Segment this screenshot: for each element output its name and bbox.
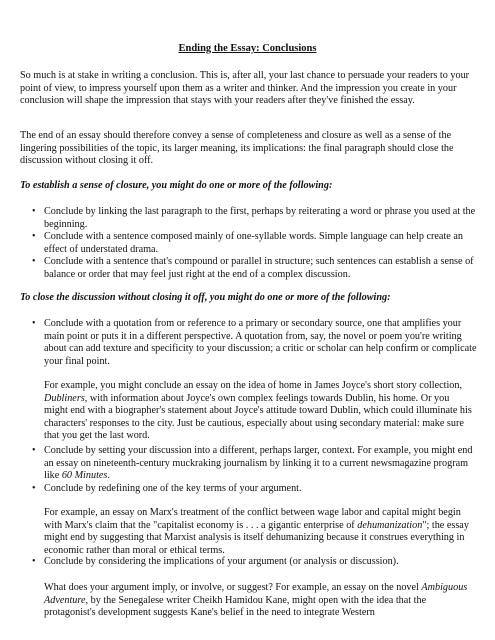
section-heading-open: To close the discussion without closing it off, you might do one or more of the following:: [20, 292, 391, 303]
list-item: [32, 483, 478, 496]
list-item: [32, 256, 478, 281]
list-item-text: Conclude with a sentence composed mainly of one-syllable words. Simple language can help create an effect of understated drama.: [44, 231, 463, 255]
bullet-icon: •: [32, 256, 36, 267]
bullet-icon: •: [32, 206, 36, 217]
text-run: What does your argument imply, or involve, or suggest? For example, an essay on the novel: [44, 582, 422, 593]
document-title: Ending the Essay: Conclusions: [178, 43, 317, 54]
list-item-text: Conclude by redefining one of the key terms of your argument.: [44, 483, 302, 494]
program-title: 60 Minutes: [61, 470, 108, 482]
bullet-icon: •: [32, 483, 36, 494]
list-item-text: Conclude with a quotation from or reference to a primary or secondary source, one that amplifies your main point or puts it in a different perspective. A quotation from, say, the novel or poem you're writing about can add texture and specificity to your discussion; a critic or scholar can help confirm or complicate your final point.: [44, 318, 477, 367]
key-term: dehumanization: [357, 519, 423, 531]
book-title: Ambiguous Adventure: [44, 582, 468, 606]
intro-paragraph-1: So much is at stake in writing a conclusion. This is, after all, your last chance to persuade your readers to your point of view, to impress yourself upon them as a writer and thinker. And the impression you create in your conclusion will shape the impression that stays with your readers after they've finished the essay.: [20, 70, 470, 107]
list-item-text: Conclude by linking the last paragraph to the first, perhaps by reiterating a word or phrase you used at the beginning.: [44, 206, 476, 230]
list-item: [32, 318, 478, 368]
example-paragraph-kane: [44, 582, 474, 620]
book-title: Dubliners: [44, 392, 85, 404]
bullet-icon: •: [32, 231, 36, 242]
text-run: "; the essay might end by suggesting that Marxist analysis is itself dehumanizing because it construes everything in economic rather than moral or ethical terms.: [44, 519, 469, 556]
section-heading-closure: To establish a sense of closure, you might do one or more of the following:: [20, 180, 333, 191]
text-run: Conclude by setting your discussion into a different, perhaps larger, context. For example, you might end an essay on nineteenth-century muckraking journalism by linking it to a current newsmagazine program like: [44, 445, 473, 482]
intro-paragraph-2: The end of an essay should therefore convey a sense of completeness and closure as well as a sense of the lingering possibilities of the topic, its larger meaning, its implications: the final paragraph should close the discussion without closing it off.: [20, 130, 454, 167]
list-item: [32, 231, 478, 256]
text-run: For example, an essay on Marx's treatment of the conflict between wage labor and capital might begin with Marx's claim that the "capitalist economy is . . . a gigantic enterprise of: [44, 507, 461, 531]
list-item-text: Conclude by considering the implications of your argument (or analysis or discussion).: [44, 556, 399, 567]
list-item: [32, 445, 478, 483]
bullet-icon: •: [32, 556, 36, 567]
bullet-icon: •: [32, 318, 36, 329]
text-run: , with information about Joyce's own complex feelings towards Dublin, his home. Or you might end with a biographer's statement about Joyce's attitude toward Dublin, which could illuminate his characters' responses to the city. Just be cautious, especially about using secondary material: make sure that you get the last word.: [44, 392, 472, 442]
bullet-icon: •: [32, 445, 36, 456]
example-paragraph-joyce: [44, 380, 474, 443]
text-run: For example, you might conclude an essay on the idea of home in James Joyce's short story collection,: [44, 380, 463, 391]
list-item: [32, 556, 478, 569]
text-run: , by the Senegalese writer Cheikh Hamidou Kane, might open with the idea that the protagonist's development suggests Kane's belief in the need to integrate Western: [44, 594, 427, 619]
list-item: [32, 206, 478, 231]
text-run: .: [107, 470, 110, 482]
list-item-text: Conclude with a sentence that's compound or parallel in structure; such sentences can establish a sense of balance or order that may feel just right at the end of a complex discussion.: [44, 256, 474, 280]
example-paragraph-marx: [44, 507, 474, 557]
